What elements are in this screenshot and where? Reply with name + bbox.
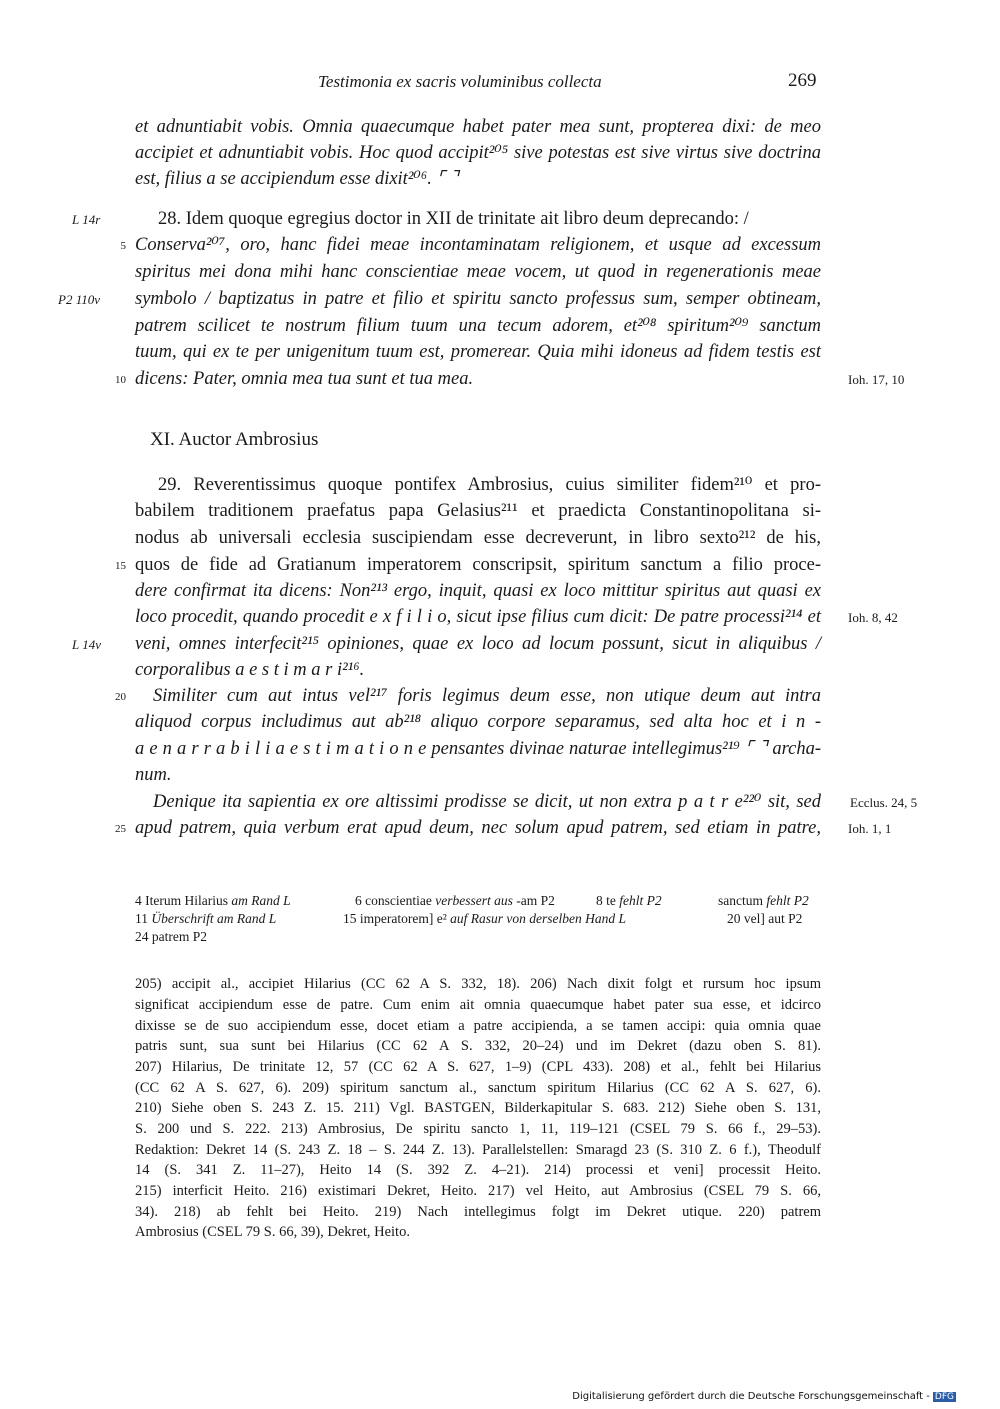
line-number: 25 (115, 823, 126, 835)
text-line: apud patrem, quia verbum erat apud deum, nec solum apud patrem, sed etiam in patre, (135, 818, 821, 838)
text-line: nodus ab universali ecclesia suscipiendam esse decreverunt, in libro sexto²¹² de his, (135, 528, 821, 548)
footnote-line: 14 (S. 341 Z. 11–27), Heito 14 (S. 392 Z. 4–21). 214) processi et veni] processit Heito. (135, 1162, 821, 1178)
text-line: dere confirmat ita dicens: Non²¹³ ergo, inquit, quasi ex loco mittitur spiritus aut quasi ex (135, 581, 821, 601)
footnote-line: 215) interficit Heito. 216) existimari Dekret, Heito. 217) vel Heito, aut Ambrosius (CSEL 79 S. 66, (135, 1183, 821, 1199)
line-number: 10 (115, 374, 126, 386)
footnote-line: 205) accipit al., accipiet Hilarius (CC 62 A S. 332, 18). 206) Nach dixit folgt et rursum hoc ipsum (135, 976, 821, 992)
text-line: 28. Idem quoque egregius doctor in XII de trinitate ait libro deum deprecando: / (158, 209, 749, 229)
margin-reference: Ioh. 1, 1 (848, 821, 892, 836)
section-heading: XI. Auctor Ambrosius (150, 429, 319, 450)
line-number: 20 (115, 691, 126, 703)
page-number: 269 (788, 70, 817, 91)
margin-siglum: L 14v (72, 637, 102, 652)
text-line: aliquod corpus includimus aut ab²¹⁸ aliquo corpore separamus, sed alta hoc et i n - (135, 712, 821, 732)
digitization-credit-text: Digitalisierung gefördert durch die Deutsche Forschungsgemeinschaft - (572, 1391, 930, 1402)
line-number: 5 (120, 240, 126, 252)
text-line: spiritus mei dona mihi hanc conscientiae meae vocem, ut quod in regenerationis meae (135, 262, 821, 282)
footnote-line: significat accipiendum esse de patre. Cum enim ait omnia quaecumque habet pater sua esse, et idcirco (135, 997, 821, 1013)
text-line: num. (135, 765, 172, 785)
text-line: Denique ita sapientia ex ore altissimi prodisse se dicit, ut non extra p a t r e²²⁰ sit, sed (153, 792, 821, 812)
margin-reference: Ioh. 17, 10 (848, 372, 905, 387)
text-line: a e n a r r a b i l i a e s t i m a t i o n e pensantes divinae naturae intellegimus²¹⁹ ⌜ ⌝ archa- (135, 739, 821, 759)
footnote-line: (CC 62 A S. 627, 6). 209) spiritum sanctum al., sanctum spiritum Hilarius (CC 62 A S. 627, 6). (135, 1080, 821, 1096)
apparatus-entry: 15 imperatorem] e² auf Rasur von derselben Hand L (343, 911, 627, 926)
text-line: Similiter cum aut intus vel²¹⁷ foris legimus deum esse, non utique deum aut intra (153, 686, 821, 706)
line-number: 15 (115, 560, 126, 572)
apparatus-entry: 24 patrem P2 (135, 929, 207, 944)
text-line: loco procedit, quando procedit e x f i l i o, sicut ipse filius cum dicit: De patre processi²¹⁴ et (135, 607, 821, 627)
apparatus-entry: 6 conscientiae verbessert aus -am P2 (355, 893, 555, 908)
apparatus-entry: 20 vel] aut P2 (727, 911, 803, 926)
text-line: dicens: Pater, omnia mea tua sunt et tua mea. (135, 369, 474, 389)
footnote-line: 210) Siehe oben S. 243 Z. 15. 211) Vgl. BASTGEN, Bilderkapitular S. 683. 212) Siehe oben S. 131, (135, 1100, 821, 1116)
apparatus-entry: 8 te fehlt P2 (596, 893, 662, 908)
text-line: corporalibus a e s t i m a r i²¹⁶. (135, 660, 365, 680)
footnote-line: Redaktion: Dekret 14 (S. 243 Z. 18 – S. 244 Z. 13). Parallelstellen: Smaragd 23 (S. 310 Z. 6 f.), Theodulf (135, 1142, 821, 1158)
text-line: babilem traditionem praefatus papa Gelasius²¹¹ et praedicta Constantinopolitana si- (135, 501, 821, 521)
digitization-credit (572, 1391, 956, 1402)
dfg-logo: DFG (934, 1392, 954, 1402)
margin-reference: Ioh. 8, 42 (848, 610, 898, 625)
footnote-line: S. 200 und S. 222. 213) Ambrosius, De spiritu sancto 1, 11, 119–121 (CSEL 79 S. 66 f., 29–53). (135, 1121, 821, 1137)
apparatus-entry: sanctum fehlt P2 (718, 893, 809, 908)
text-line: quos de fide ad Gratianum imperatorem conscripsit, spiritum sanctum a filio proce- (135, 555, 821, 575)
text-line: symbolo / baptizatus in patre et filio et spiritu sancto professus sum, semper obtineam, (135, 289, 821, 309)
footnote-line: patris sunt, sua sunt bei Hilarius (CC 62 A S. 332, 20–24) und im Dekret (dazu oben S. 81). (135, 1038, 821, 1054)
apparatus-entry: 4 Iterum Hilarius am Rand L (135, 893, 291, 908)
footnote-line: 207) Hilarius, De trinitate 12, 57 (CC 62 A S. 627, 1–9) (CPL 433). 208) et al., fehlt bei Hilarius (135, 1059, 821, 1075)
text-line: et adnuntiabit vobis. Omnia quaecumque habet pater mea sunt, propterea dixi: de meo (135, 117, 821, 137)
margin-reference: Ecclus. 24, 5 (850, 795, 918, 810)
running-title: Testimonia ex sacris voluminibus collecta (318, 72, 602, 91)
margin-siglum: P2 110v (58, 292, 100, 307)
text-line: tuum, qui ex te per unigenitum tuum est, promerear. Quia mihi idoneus ad fidem testis est (135, 342, 821, 362)
text-line: est, filius a se accipiendum esse dixit²⁰⁶. ⌜ ⌝ (135, 169, 459, 189)
text-line: patrem scilicet te nostrum filium tuum una tecum adorem, et²⁰⁸ spiritum²⁰⁹ sanctum (135, 316, 821, 336)
footnote-line: dixisse se de suo accipiendum esse, docet etiam a patre accipienda, a se tamen accipi: quia omnia quae (135, 1018, 821, 1034)
footnote-line: 34). 218) ab fehlt bei Heito. 219) Nach intellegimus folgt im Dekret utique. 220) patrem (135, 1204, 821, 1220)
apparatus-entry: 11 Überschrift am Rand L (135, 911, 277, 926)
footnote-line: Ambrosius (CSEL 79 S. 66, 39), Dekret, Heito. (135, 1224, 410, 1240)
text-line: Conserva²⁰⁷, oro, hanc fidei meae incontaminatam religionem, et usque ad excessum (135, 235, 821, 255)
text-line: accipiet et adnuntiabit vobis. Hoc quod accipit²⁰⁵ sive potestas est sive virtus sive doctrina (135, 143, 821, 163)
margin-siglum: L 14r (72, 212, 101, 227)
text-line: 29. Reverentissimus quoque pontifex Ambrosius, cuius similiter fidem²¹⁰ et pro- (158, 475, 821, 495)
text-line: veni, omnes interfecit²¹⁵ opiniones, quae ex loco ad locum possunt, sicut in aliquibus / (135, 634, 821, 654)
